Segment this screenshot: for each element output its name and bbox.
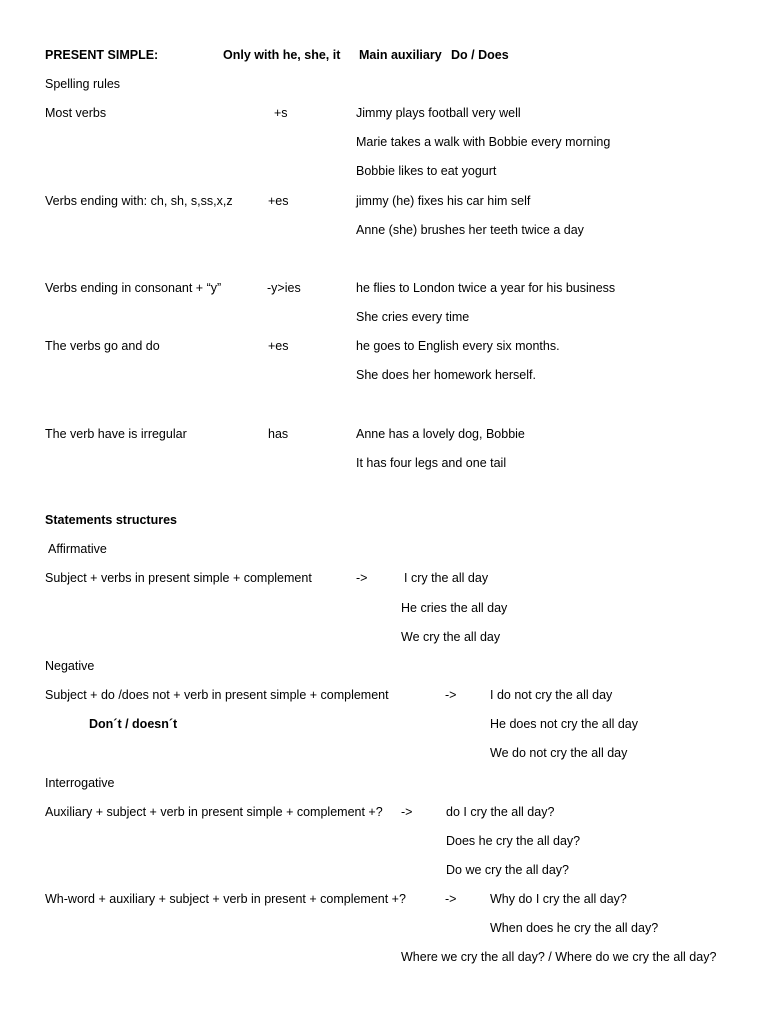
negative-heading: Negative <box>45 659 95 673</box>
rule-label: Most verbs <box>45 106 107 120</box>
arrow: -> <box>445 892 457 906</box>
interrogative-heading: Interrogative <box>45 776 115 790</box>
rule-example: jimmy (he) fixes his car him self <box>356 194 531 208</box>
only-with-note: Only with he, she, it <box>223 48 341 62</box>
rule-example: Bobbie likes to eat yogurt <box>356 164 497 178</box>
arrow: -> <box>445 688 457 702</box>
affirmative-example: We cry the all day <box>401 630 501 644</box>
interrogative-example: Does he cry the all day? <box>446 834 581 848</box>
wh-structure: Wh-word + auxiliary + subject + verb in present + complement +? <box>45 892 406 906</box>
negative-example: We do not cry the all day <box>490 746 628 760</box>
rule-example: Anne (she) brushes her teeth twice a day <box>356 223 584 237</box>
affirmative-heading: Affirmative <box>48 542 107 556</box>
rule-suffix: +es <box>268 194 289 208</box>
spelling-rules-heading: Spelling rules <box>45 77 121 91</box>
rule-label: Verbs ending with: ch, sh, s,ss,x,z <box>45 194 233 208</box>
rule-label: The verb have is irregular <box>45 427 187 441</box>
arrow: -> <box>356 571 368 585</box>
page-title: PRESENT SIMPLE: <box>45 48 159 62</box>
main-auxiliary-value: Do / Does <box>451 48 509 62</box>
rule-label: The verbs go and do <box>45 339 160 353</box>
statements-heading: Statements structures <box>45 513 177 527</box>
rule-label: Verbs ending in consonant + “y” <box>45 281 222 295</box>
main-auxiliary-label: Main auxiliary <box>359 48 442 62</box>
rule-suffix: -y>ies <box>267 281 301 295</box>
rule-suffix: has <box>268 427 289 441</box>
rule-example: Anne has a lovely dog, Bobbie <box>356 427 525 441</box>
negative-example: He does not cry the all day <box>490 717 638 731</box>
rule-suffix: +es <box>268 339 289 353</box>
rule-example: It has four legs and one tail <box>356 456 507 470</box>
affirmative-example: He cries the all day <box>401 601 508 615</box>
rule-example: She cries every time <box>356 310 470 324</box>
wh-example: Why do I cry the all day? <box>490 892 627 906</box>
rule-suffix: +s <box>274 106 288 120</box>
interrogative-example: do I cry the all day? <box>446 805 555 819</box>
affirmative-example: I cry the all day <box>404 571 489 585</box>
rule-example: he flies to London twice a year for his business <box>356 281 616 295</box>
rule-example: She does her homework herself. <box>356 368 536 382</box>
negative-contraction: Don´t / doesn´t <box>89 717 178 731</box>
wh-example: When does he cry the all day? <box>490 921 659 935</box>
negative-structure: Subject + do /does not + verb in present simple + complement <box>45 688 389 702</box>
rule-example: Jimmy plays football very well <box>356 106 521 120</box>
arrow: -> <box>401 805 413 819</box>
negative-example: I do not cry the all day <box>490 688 613 702</box>
wh-example: Where we cry the all day? / Where do we cry the all day? <box>401 950 717 964</box>
affirmative-structure: Subject + verbs in present simple + complement <box>45 571 312 585</box>
rule-example: he goes to English every six months. <box>356 339 560 353</box>
interrogative-example: Do we cry the all day? <box>446 863 569 877</box>
interrogative-structure: Auxiliary + subject + verb in present simple + complement +? <box>45 805 383 819</box>
rule-example: Marie takes a walk with Bobbie every morning <box>356 135 611 149</box>
